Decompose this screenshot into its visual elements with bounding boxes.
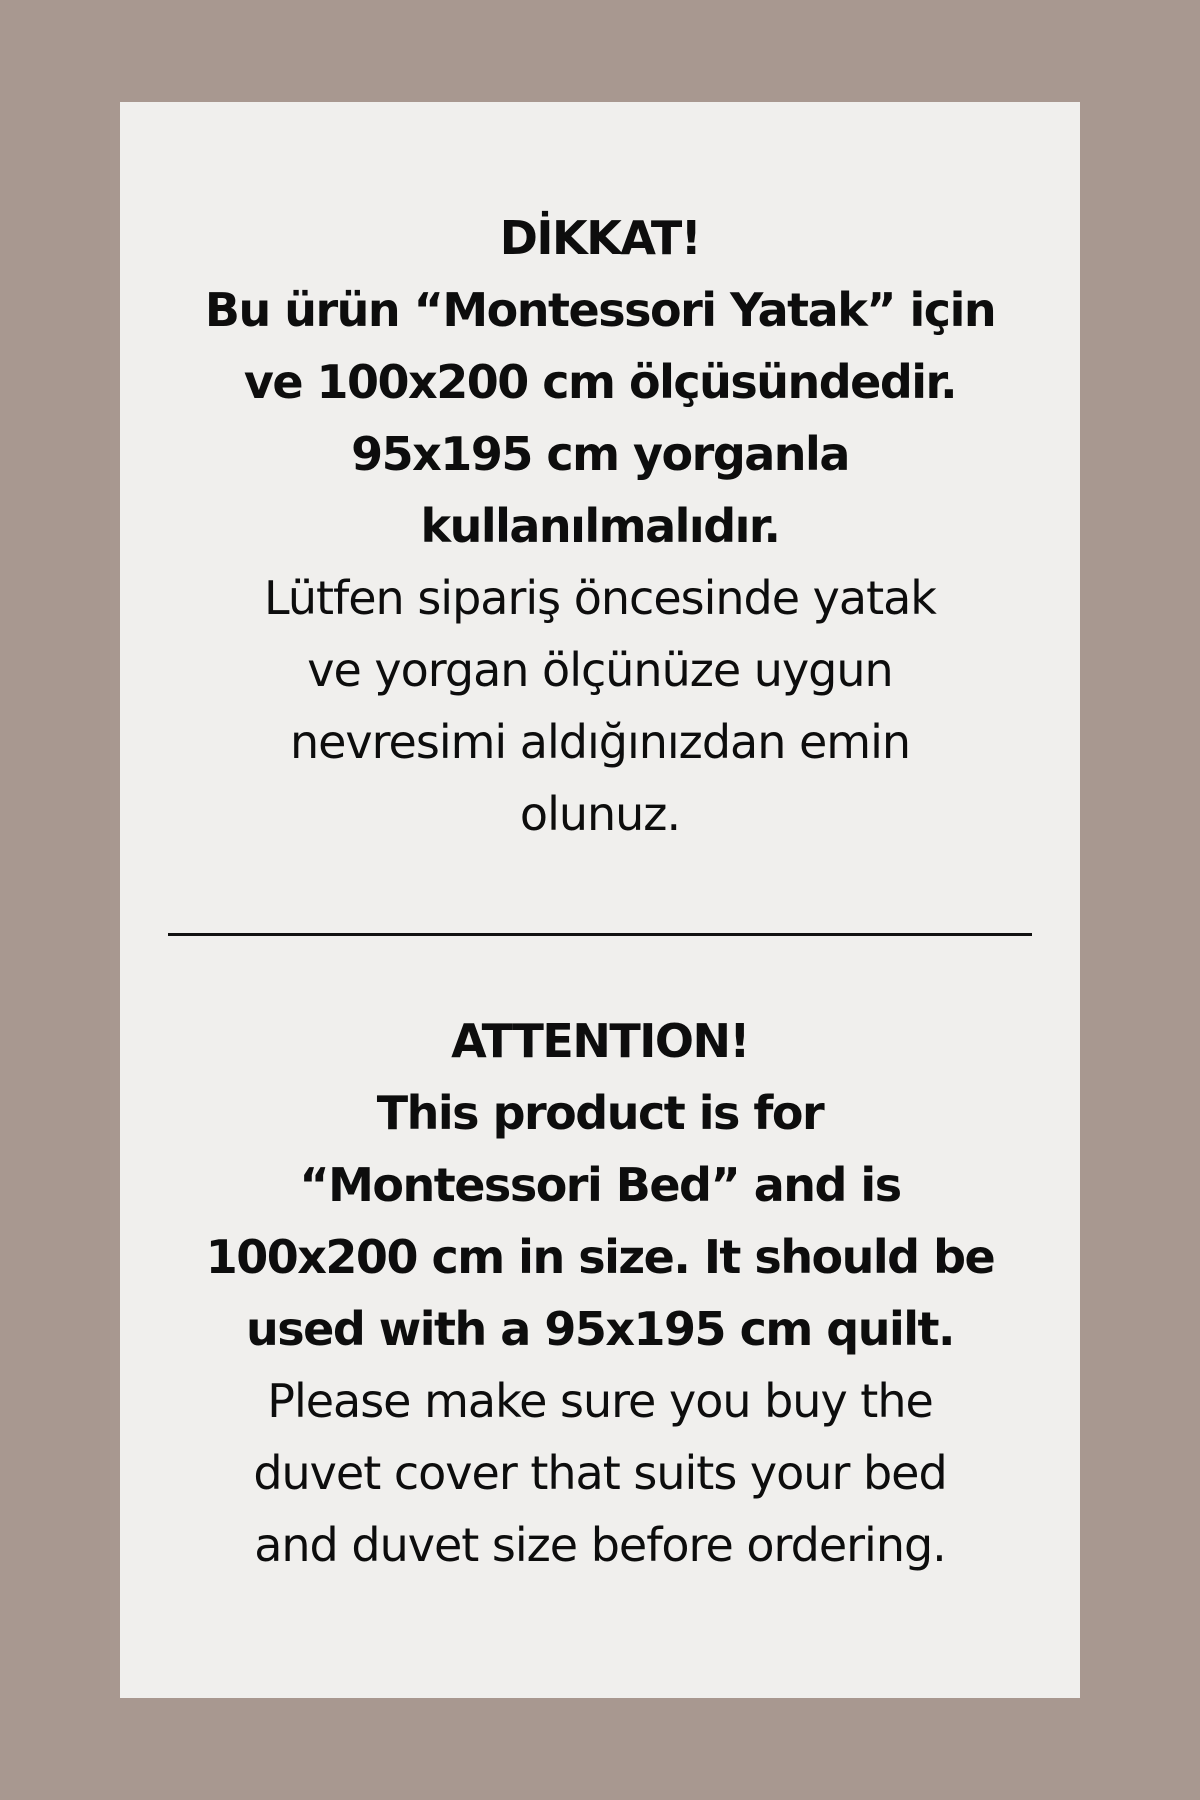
notice-heading: ATTENTION!	[451, 1014, 749, 1068]
notice-line: ve 100x200 cm ölçüsündedir.	[243, 355, 957, 409]
notice-english	[120, 1005, 1080, 1581]
notice-instruction-line: ve yorgan ölçünüze uygun	[307, 643, 893, 697]
notice-line: “Montessori Bed” and is	[299, 1158, 901, 1212]
notice-line: 95x195 cm yorganla	[351, 427, 849, 481]
notice-instruction-line: Lütfen sipariş öncesinde yatak	[264, 571, 936, 625]
notice-instruction-line: Please make sure you buy the	[267, 1374, 933, 1428]
notice-instruction-line: and duvet size before ordering.	[254, 1518, 946, 1572]
notice-line: Bu ürün “Montessori Yatak” için	[204, 283, 996, 337]
notice-instruction-line: nevresimi aldığınızdan emin	[289, 715, 911, 769]
notice-line: This product is for	[376, 1086, 824, 1140]
notice-turkish	[120, 202, 1080, 850]
notice-card	[120, 102, 1080, 1698]
section-divider	[168, 933, 1032, 936]
notice-line: kullanılmalıdır.	[420, 499, 780, 553]
notice-line: 100x200 cm in size. It should be	[205, 1230, 995, 1284]
notice-line: used with a 95x195 cm quilt.	[246, 1302, 954, 1356]
notice-instruction-line: olunuz.	[519, 787, 681, 841]
notice-heading: DİKKAT!	[499, 211, 701, 265]
notice-instruction-line: duvet cover that suits your bed	[253, 1446, 947, 1500]
